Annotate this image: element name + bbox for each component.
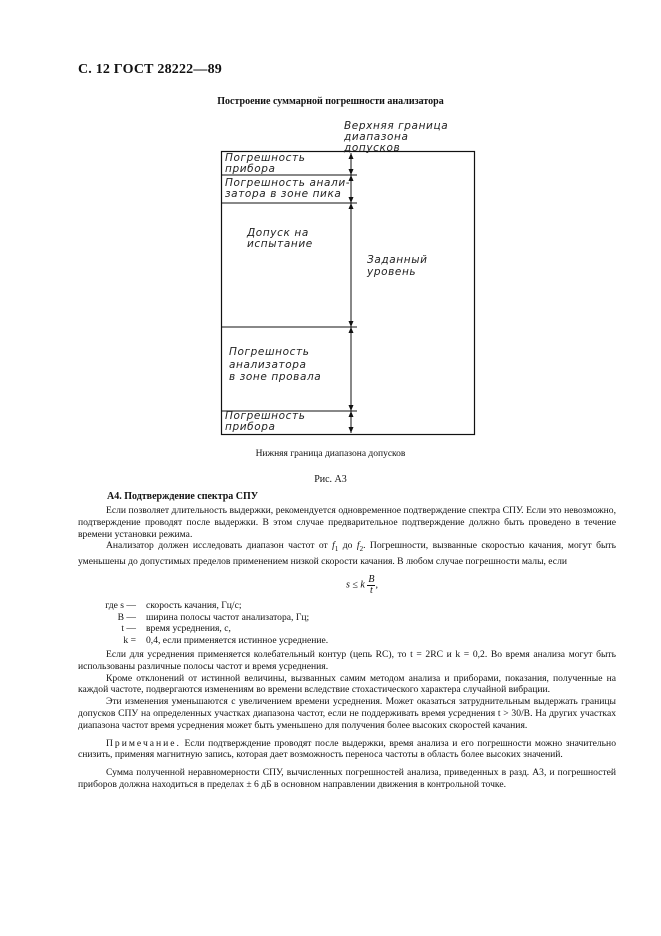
note-paragraph: Примечание. Если подтверждение проводят после выдержки, время анализа и его погрешности можно значительно снизить, применяя магнитную запись, которая дает возможность переноса частоты в область более высоких значений.	[78, 737, 616, 761]
definition-t: t — время усреднения, с,	[121, 623, 231, 635]
body-text	[78, 505, 616, 791]
figure-caption: Рис. А3	[314, 474, 347, 485]
definition-s: где s — скорость качания, Гц/с;	[105, 599, 242, 611]
definition-b: B — ширина полосы частот анализатора, Гц;	[117, 611, 310, 623]
definitions-list	[78, 600, 616, 647]
figure-title: Построение суммарной погрешности анализатора	[217, 96, 444, 107]
lower-boundary-label: Нижняя граница диапазона допусков	[255, 449, 406, 459]
row-label-test-tolerance: Допуск на испытание	[247, 227, 313, 250]
row-label-instrument-error: Погрешность прибора	[225, 152, 306, 175]
specified-level-label: Заданный уровень	[367, 254, 428, 278]
page-header: С. 12 ГОСТ 28222—89	[78, 62, 222, 77]
paragraph-3: Если для усреднения применяется колебательный контур (цепь RC), то t = 2RC и k = 0,2. Во время анализа могут быть использованы различные полосы частот и время усреднения.	[78, 649, 616, 672]
formula: s ≤ k $\frac{B}{t}$ ,	[346, 573, 378, 596]
row-label-instrument-error-bottom: Погрешность прибора	[225, 410, 306, 433]
row-label-analyzer-dip-error: Погрешность анализатора в зоне провала	[229, 346, 322, 383]
paragraph-4: Кроме отклонений от истинной величины, вызванных самим методом анализа и приборами, показания, полученные на каждой частоте, подвергаются изменениям во времени вследствие стохастического характера случайной вибрации.	[78, 672, 616, 696]
paragraph-6: Сумма полученной неравномерности СПУ, вычисленных погрешностей анализа, приведенных в разд. А3, и погрешностей приборов должна находиться в пределах ± 6 дБ в основном направлении движения в контрольной точке.	[78, 767, 616, 791]
paragraph-2: Анализатор должен исследовать диапазон частот от $f_1$ до $f_2$. Погрешности, вызванные скоростью качания, могут быть уменьшены до допустимых пределов применением низкой скорости качания. В любом случае погрешности малы, если	[78, 540, 616, 568]
paragraph-5: Эти изменения уменьшаются с увеличением времени усреднения. Может оказаться затруднительным выдержать границы допусков СПУ на определенных участках диапазона частот, если не поддерживать время усреднения t > 30/B. На других участках диапазона частот время усреднения может быть уменьшено для получения более высоких скоростей качания.	[78, 696, 616, 731]
paragraph-1: Если позволяет длительность выдержки, рекомендуется одновременное подтверждение спектра СПУ. Если это невозможно, подтверждение проводят после выдержки. В этом случае предварительное подтверждение должно быть проведено в течение времени установки режима.	[78, 505, 616, 540]
definition-k: k = 0,4, если применяется истинное усреднение.	[123, 635, 329, 647]
upper-boundary-label: Верхняя граница диапазона допусков	[344, 120, 449, 154]
section-heading: А4. Подтверждение спектра СПУ	[107, 491, 259, 502]
row-label-analyzer-peak-error: Погрешность анали- затора в зоне пика	[225, 177, 351, 200]
